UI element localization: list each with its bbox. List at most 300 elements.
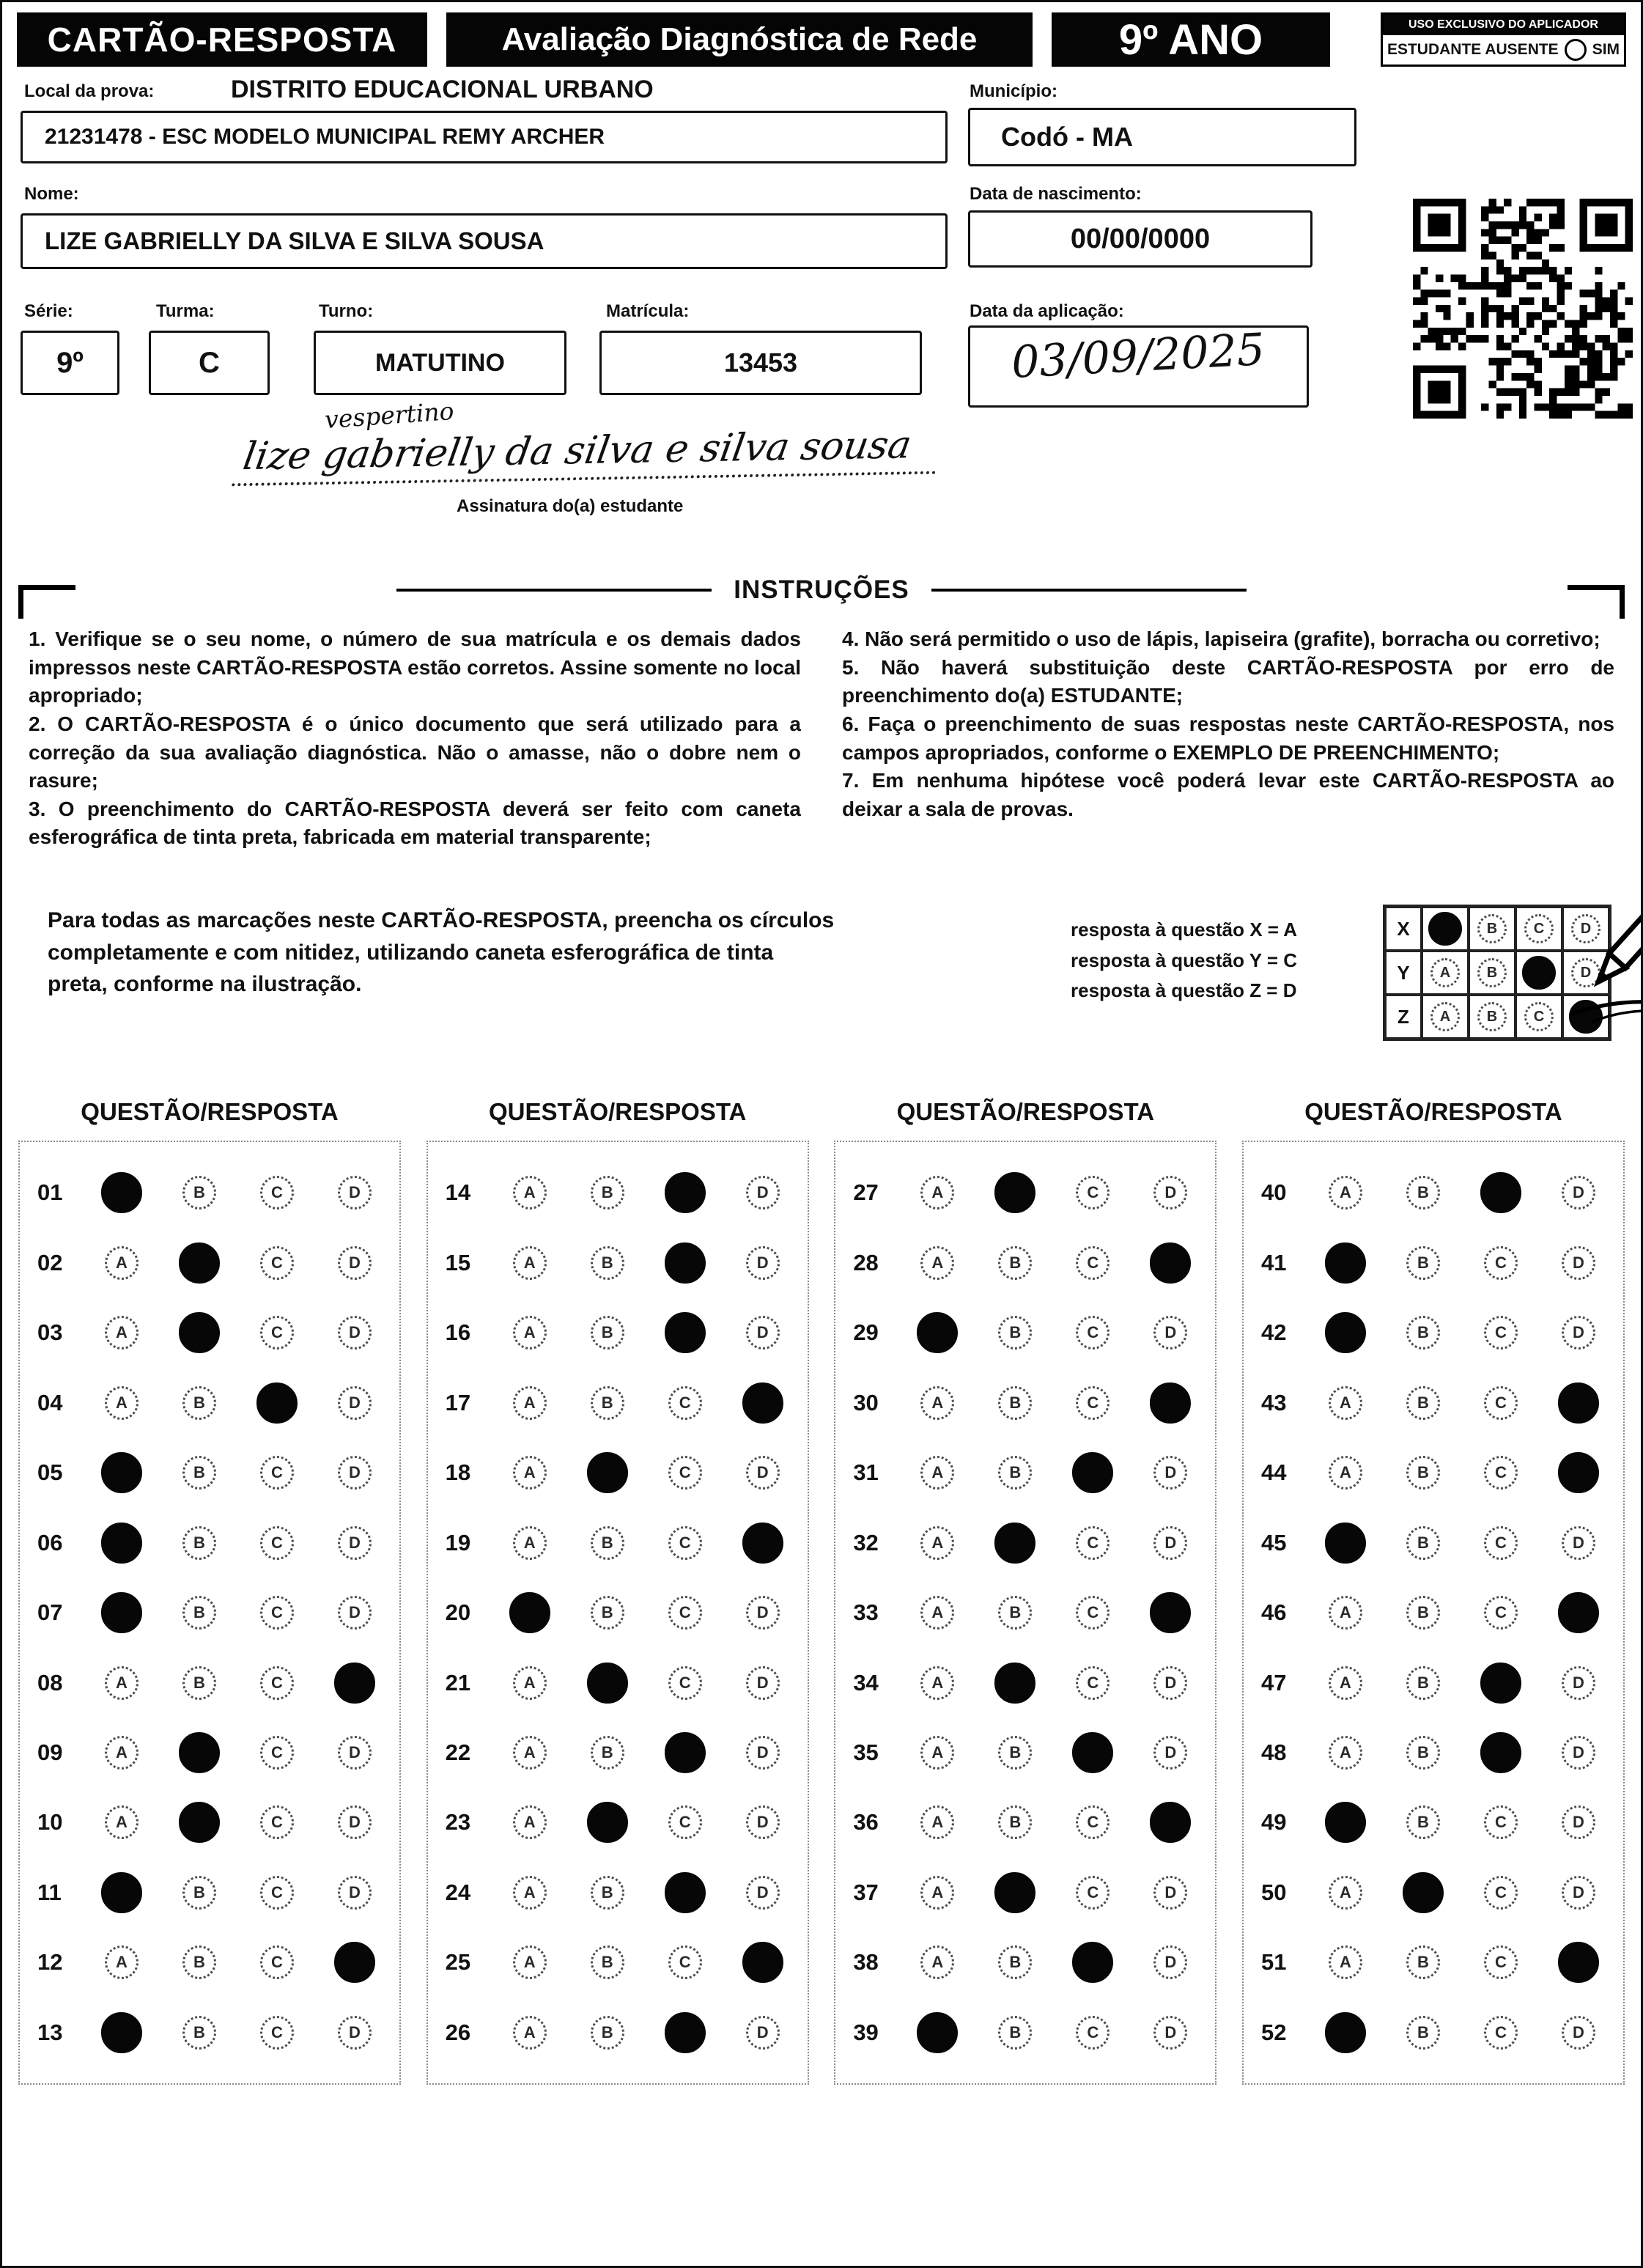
bubble-21-C[interactable]: C [668,1666,702,1700]
bubble-10-D[interactable]: D [338,1805,372,1839]
bubble-52-B[interactable]: B [1406,2016,1440,2050]
bubble-22-A[interactable]: A [513,1736,547,1770]
examiner-box-title: USO EXCLUSIVO DO APLICADOR [1383,15,1624,35]
question-number: 23 [445,1809,471,1836]
bubble-37-A[interactable]: A [920,1876,954,1910]
bubble-17-A[interactable]: A [513,1386,547,1420]
bubble-52-A-filled[interactable] [1325,2012,1366,2053]
bubble-02-A[interactable]: A [105,1246,139,1280]
bubble-06-D[interactable]: D [338,1526,372,1560]
question-row-13 [26,2001,394,2064]
bubble-12-A[interactable]: A [105,1945,139,1979]
question-number: 46 [1260,1599,1287,1626]
bubble-44-A[interactable]: A [1329,1456,1362,1490]
bubble-32-C[interactable]: C [1076,1526,1110,1560]
question-row-49 [1249,1791,1617,1854]
bubble-35-C-filled[interactable] [1072,1732,1113,1773]
bubble-36-B[interactable]: B [998,1805,1032,1839]
question-row-15 [434,1231,802,1294]
local-label: Local da prova: [24,81,155,101]
bubble-48-A[interactable]: A [1329,1736,1362,1770]
question-number: 35 [853,1739,879,1765]
instruction-item: 6. Faça o preenchimento de suas respostas neste CARTÃO-RESPOSTA, nos campos apropriados, conforme o EXEMPLO DE PREENCHIMENTO; [842,712,1614,764]
bubble-50-B-filled[interactable] [1403,1872,1444,1913]
bubble-14-B[interactable]: B [591,1176,624,1210]
bubble-21-D[interactable]: D [746,1666,780,1700]
example-grid-wrap [1383,905,1611,1041]
example-bubble: B [1477,914,1507,943]
answer-column-1 [18,1098,401,2085]
bubble-36-C[interactable]: C [1076,1805,1110,1839]
answer-grid-box [427,1141,809,2085]
question-number: 19 [445,1529,471,1555]
example-bubble: D [1571,914,1600,943]
bubble-44-C[interactable]: C [1484,1456,1518,1490]
bubble-39-D[interactable]: D [1153,2016,1187,2050]
bubble-48-D[interactable]: D [1562,1736,1595,1770]
bubble-49-B[interactable]: B [1406,1805,1440,1839]
signature-caption: Assinatura do(a) estudante [457,496,684,516]
question-number: 38 [853,1949,879,1976]
bubble-03-B-filled[interactable] [179,1312,220,1353]
bubble-03-D[interactable]: D [338,1316,372,1350]
bubble-35-D[interactable]: D [1153,1736,1187,1770]
bubble-13-C[interactable]: C [260,2016,294,2050]
question-number: 48 [1260,1739,1287,1765]
question-row-32 [841,1511,1209,1574]
answer-column-3 [834,1098,1216,2085]
bubble-46-C[interactable]: C [1484,1596,1518,1630]
bubble-24-D[interactable]: D [746,1876,780,1910]
bubble-47-D[interactable]: D [1562,1666,1595,1700]
bubble-27-D[interactable]: D [1153,1176,1187,1210]
bubble-02-C[interactable]: C [260,1246,294,1280]
bubble-41-C[interactable]: C [1484,1246,1518,1280]
example-bubble: C [1524,914,1554,943]
bubble-34-D[interactable]: D [1153,1666,1187,1700]
bubble-14-C-filled[interactable] [665,1172,706,1213]
question-row-12 [26,1931,394,1994]
bubble-16-C-filled[interactable] [665,1312,706,1353]
bubble-23-D[interactable]: D [746,1805,780,1839]
bubble-33-B[interactable]: B [998,1596,1032,1630]
bubble-05-B[interactable]: B [182,1456,216,1490]
question-row-21 [434,1651,802,1714]
question-number: 36 [853,1809,879,1836]
bubble-51-A[interactable]: A [1329,1945,1362,1979]
bubble-20-A-filled[interactable] [509,1592,550,1633]
bubble-08-B[interactable]: B [182,1666,216,1700]
question-row-01 [26,1161,394,1224]
bubble-01-C[interactable]: C [260,1176,294,1210]
bubble-17-D-filled[interactable] [742,1382,783,1424]
bubble-39-B[interactable]: B [998,2016,1032,2050]
question-row-46 [1249,1581,1617,1644]
bubble-29-D[interactable]: D [1153,1316,1187,1350]
bubble-28-C[interactable]: C [1076,1246,1110,1280]
example-bubble: D [1571,958,1600,987]
bubble-29-B[interactable]: B [998,1316,1032,1350]
question-row-41 [1249,1231,1617,1294]
bubble-46-B[interactable]: B [1406,1596,1440,1630]
example-cell [1422,907,1469,951]
bubble-40-D[interactable]: D [1562,1176,1595,1210]
question-row-03 [26,1301,394,1364]
question-number: 42 [1260,1319,1287,1346]
question-row-17 [434,1371,802,1434]
bubble-15-B[interactable]: B [591,1246,624,1280]
bubble-20-C[interactable]: C [668,1596,702,1630]
bubble-12-B[interactable]: B [182,1945,216,1979]
bubble-25-A[interactable]: A [513,1945,547,1979]
bubble-08-A[interactable]: A [105,1666,139,1700]
bubble-23-B-filled[interactable] [587,1802,628,1843]
example-filled-bubble [1428,912,1462,946]
municipio-field: Codó - MA [968,108,1356,166]
bubble-38-C-filled[interactable] [1072,1942,1113,1983]
bubble-15-C-filled[interactable] [665,1242,706,1284]
bubble-49-C[interactable]: C [1484,1805,1518,1839]
bubble-26-A[interactable]: A [513,2016,547,2050]
bubble-09-C[interactable]: C [260,1736,294,1770]
matricula-label: Matrícula: [606,301,690,321]
bubble-09-D[interactable]: D [338,1736,372,1770]
bubble-41-A-filled[interactable] [1325,1242,1366,1284]
bubble-14-A[interactable]: A [513,1176,547,1210]
bubble-18-B-filled[interactable] [587,1452,628,1493]
question-row-18 [434,1441,802,1504]
bubble-47-C-filled[interactable] [1480,1663,1521,1704]
bubble-04-D[interactable]: D [338,1386,372,1420]
bubble-01-B[interactable]: B [182,1176,216,1210]
bubble-12-C[interactable]: C [260,1945,294,1979]
example-cell [1469,951,1515,995]
bubble-22-D[interactable]: D [746,1736,780,1770]
bubble-25-B[interactable]: B [591,1945,624,1979]
bubble-13-B[interactable]: B [182,2016,216,2050]
question-row-26 [434,2001,802,2064]
aplicacao-label: Data da aplicação: [970,301,1124,321]
bubble-23-C[interactable]: C [668,1805,702,1839]
question-row-25 [434,1931,802,1994]
bubble-11-C[interactable]: C [260,1876,294,1910]
bubble-38-B[interactable]: B [998,1945,1032,1979]
bubble-45-D[interactable]: D [1562,1526,1595,1560]
bubble-10-A[interactable]: A [105,1805,139,1839]
question-row-11 [26,1861,394,1924]
bubble-15-A[interactable]: A [513,1246,547,1280]
bubble-05-A-filled[interactable] [101,1452,142,1493]
answer-column-header: QUESTÃO/RESPOSTA [488,1098,747,1125]
question-number: 09 [37,1739,63,1765]
bubble-45-A-filled[interactable] [1325,1523,1366,1564]
serie-label: Série: [24,301,73,321]
fill-example-section [2,905,1641,1041]
bubble-46-D-filled[interactable] [1558,1592,1599,1633]
bubble-03-A[interactable]: A [105,1316,139,1350]
question-number: 49 [1260,1809,1287,1836]
question-number: 32 [853,1529,879,1555]
question-number: 15 [445,1249,471,1275]
bubble-36-D-filled[interactable] [1150,1802,1191,1843]
bubble-44-B[interactable]: B [1406,1456,1440,1490]
bubble-34-C[interactable]: C [1076,1666,1110,1700]
instruction-item: 1. Verifique se o seu nome, o número de sua matrícula e os demais dados impressos neste CARTÃO-RESPOSTA estão corretos. Assine somente no local apropriado; [29,627,801,707]
bubble-18-A[interactable]: A [513,1456,547,1490]
question-row-40 [1249,1161,1617,1224]
bubble-19-A[interactable]: A [513,1526,547,1560]
handwritten-application-date: 03/09/2025 [1010,323,1266,389]
bubble-26-D[interactable]: D [746,2016,780,2050]
bubble-49-D[interactable]: D [1562,1805,1595,1839]
bubble-29-C[interactable]: C [1076,1316,1110,1350]
bubble-32-B-filled[interactable] [994,1523,1035,1564]
bubble-35-B[interactable]: B [998,1736,1032,1770]
bubble-19-B[interactable]: B [591,1526,624,1560]
example-bubble: B [1477,958,1507,987]
bubble-06-C[interactable]: C [260,1526,294,1560]
question-row-27 [841,1161,1209,1224]
bubble-36-A[interactable]: A [920,1805,954,1839]
question-row-47 [1249,1651,1617,1714]
example-legend [1071,905,1364,1006]
question-number: 28 [853,1249,879,1275]
bubble-50-A[interactable]: A [1329,1876,1362,1910]
question-row-04 [26,1371,394,1434]
bubble-31-A[interactable]: A [920,1456,954,1490]
bubble-07-D[interactable]: D [338,1596,372,1630]
bubble-22-B[interactable]: B [591,1736,624,1770]
bubble-47-A[interactable]: A [1329,1666,1362,1700]
municipio-label: Município: [970,81,1057,101]
bubble-07-C[interactable]: C [260,1596,294,1630]
answer-grid-box [18,1141,401,2085]
bubble-20-B[interactable]: B [591,1596,624,1630]
bubble-22-C-filled[interactable] [665,1732,706,1773]
bubble-21-B-filled[interactable] [587,1663,628,1704]
absent-checkbox[interactable] [1565,39,1587,61]
bubble-09-A[interactable]: A [105,1736,139,1770]
bubble-27-C[interactable]: C [1076,1176,1110,1210]
bubble-42-D[interactable]: D [1562,1316,1595,1350]
bubble-28-A[interactable]: A [920,1246,954,1280]
bubble-04-A[interactable]: A [105,1386,139,1420]
bubble-38-A[interactable]: A [920,1945,954,1979]
bubble-30-C[interactable]: C [1076,1386,1110,1420]
question-row-48 [1249,1721,1617,1784]
bubble-41-D[interactable]: D [1562,1246,1595,1280]
bubble-43-A[interactable]: A [1329,1386,1362,1420]
bubble-16-B[interactable]: B [591,1316,624,1350]
bubble-08-C[interactable]: C [260,1666,294,1700]
bubble-11-B[interactable]: B [182,1876,216,1910]
bubble-17-B[interactable]: B [591,1386,624,1420]
bubble-30-D-filled[interactable] [1150,1382,1191,1424]
bubble-33-D-filled[interactable] [1150,1592,1191,1633]
question-row-28 [841,1231,1209,1294]
student-info [2,73,1641,527]
bubble-26-C-filled[interactable] [665,2012,706,2053]
question-number: 39 [853,2019,879,2045]
bubble-19-D-filled[interactable] [742,1523,783,1564]
bubble-07-B[interactable]: B [182,1596,216,1630]
bubble-34-A[interactable]: A [920,1666,954,1700]
bubble-16-D[interactable]: D [746,1316,780,1350]
question-row-42 [1249,1301,1617,1364]
bubble-31-B[interactable]: B [998,1456,1032,1490]
bubble-06-B[interactable]: B [182,1526,216,1560]
bubble-47-B[interactable]: B [1406,1666,1440,1700]
bubble-18-D[interactable]: D [746,1456,780,1490]
bubble-16-A[interactable]: A [513,1316,547,1350]
question-row-02 [26,1231,394,1294]
bubble-08-D-filled[interactable] [334,1663,375,1704]
question-number: 14 [445,1179,471,1206]
instruction-item: 2. O CARTÃO-RESPOSTA é o único documento que será utilizado para a correção da sua avaliação diagnóstica. Não o amasse, não o dobre nem o rasure; [29,712,801,792]
bubble-10-B-filled[interactable] [179,1802,220,1843]
question-row-16 [434,1301,802,1364]
example-cell [1422,951,1469,995]
bubble-09-B-filled[interactable] [179,1732,220,1773]
bubble-42-B[interactable]: B [1406,1316,1440,1350]
bubble-51-D-filled[interactable] [1558,1942,1599,1983]
bubble-15-D[interactable]: D [746,1246,780,1280]
instruction-item: 4. Não será permitido o uso de lápis, lapiseira (grafite), borracha ou corretivo; [842,627,1600,650]
example-cell [1469,995,1515,1039]
bubble-43-D-filled[interactable] [1558,1382,1599,1424]
bubble-51-C[interactable]: C [1484,1945,1518,1979]
bubble-49-A-filled[interactable] [1325,1802,1366,1843]
bubble-02-D[interactable]: D [338,1246,372,1280]
bubble-43-B[interactable]: B [1406,1386,1440,1420]
bubble-24-C-filled[interactable] [665,1872,706,1913]
bubble-21-A[interactable]: A [513,1666,547,1700]
bubble-40-C-filled[interactable] [1480,1172,1521,1213]
legend-line: resposta à questão X = A [1071,918,1297,940]
bubble-33-A[interactable]: A [920,1596,954,1630]
bubble-29-A-filled[interactable] [917,1312,958,1353]
bubble-11-A-filled[interactable] [101,1872,142,1913]
bubble-12-D-filled[interactable] [334,1942,375,1983]
bubble-05-D[interactable]: D [338,1456,372,1490]
bubble-50-C[interactable]: C [1484,1876,1518,1910]
bubble-27-B-filled[interactable] [994,1172,1035,1213]
legend-line: resposta à questão Z = D [1071,979,1297,1002]
bubble-31-D[interactable]: D [1153,1456,1187,1490]
bubble-13-A-filled[interactable] [101,2012,142,2053]
bubble-43-C[interactable]: C [1484,1386,1518,1420]
bubble-35-A[interactable]: A [920,1736,954,1770]
bubble-52-C[interactable]: C [1484,2016,1518,2050]
bubble-03-C[interactable]: C [260,1316,294,1350]
bubble-28-D-filled[interactable] [1150,1242,1191,1284]
bubble-30-A[interactable]: A [920,1386,954,1420]
bubble-37-D[interactable]: D [1153,1876,1187,1910]
bubble-39-A-filled[interactable] [917,2012,958,2053]
bubble-37-B-filled[interactable] [994,1872,1035,1913]
bubble-04-C-filled[interactable] [256,1382,298,1424]
bubble-39-C[interactable]: C [1076,2016,1110,2050]
bubble-42-C[interactable]: C [1484,1316,1518,1350]
turno-field: MATUTINO [314,331,566,395]
question-row-37 [841,1861,1209,1924]
bubble-32-D[interactable]: D [1153,1526,1187,1560]
bubble-38-D[interactable]: D [1153,1945,1187,1979]
bubble-48-B[interactable]: B [1406,1736,1440,1770]
bubble-24-B[interactable]: B [591,1876,624,1910]
bubble-50-D[interactable]: D [1562,1876,1595,1910]
nome-label: Nome: [24,184,79,204]
question-row-35 [841,1721,1209,1784]
answer-column-header: QUESTÃO/RESPOSTA [896,1098,1155,1125]
bubble-17-C[interactable]: C [668,1386,702,1420]
question-number: 13 [37,2019,63,2045]
question-number: 24 [445,1879,471,1905]
sheet-title: CARTÃO-RESPOSTA [17,12,427,67]
bubble-01-A-filled[interactable] [101,1172,142,1213]
bubble-27-A[interactable]: A [920,1176,954,1210]
bubble-02-B-filled[interactable] [179,1242,220,1284]
question-number: 50 [1260,1879,1287,1905]
bubble-06-A-filled[interactable] [101,1523,142,1564]
school-field: 21231478 - ESC MODELO MUNICIPAL REMY ARCHER [21,111,948,163]
question-row-34 [841,1651,1209,1714]
bubble-01-D[interactable]: D [338,1176,372,1210]
bubble-37-C[interactable]: C [1076,1876,1110,1910]
answer-column-header: QUESTÃO/RESPOSTA [1304,1098,1562,1125]
question-row-39 [841,2001,1209,2064]
bubble-19-C[interactable]: C [668,1526,702,1560]
bubble-44-D-filled[interactable] [1558,1452,1599,1493]
bubble-18-C[interactable]: C [668,1456,702,1490]
bubble-28-B[interactable]: B [998,1246,1032,1280]
bubble-45-C[interactable]: C [1484,1526,1518,1560]
bubble-26-B[interactable]: B [591,2016,624,2050]
bubble-25-D-filled[interactable] [742,1942,783,1983]
bubble-32-A[interactable]: A [920,1526,954,1560]
bubble-40-B[interactable]: B [1406,1176,1440,1210]
bubble-34-B-filled[interactable] [994,1663,1035,1704]
bubble-52-D[interactable]: D [1562,2016,1595,2050]
bubble-11-D[interactable]: D [338,1876,372,1910]
serie-field: 9º [21,331,119,395]
question-row-05 [26,1441,394,1504]
bubble-05-C[interactable]: C [260,1456,294,1490]
bubble-51-B[interactable]: B [1406,1945,1440,1979]
bubble-24-A[interactable]: A [513,1876,547,1910]
bubble-10-C[interactable]: C [260,1805,294,1839]
bubble-20-D[interactable]: D [746,1596,780,1630]
bubble-42-A-filled[interactable] [1325,1312,1366,1353]
bubble-48-C-filled[interactable] [1480,1732,1521,1773]
bubble-30-B[interactable]: B [998,1386,1032,1420]
bubble-41-B[interactable]: B [1406,1246,1440,1280]
handwritten-turno-note: vespertino [323,396,455,435]
bubble-31-C-filled[interactable] [1072,1452,1113,1493]
bubble-07-A-filled[interactable] [101,1592,142,1633]
bubble-25-C[interactable]: C [668,1945,702,1979]
bubble-45-B[interactable]: B [1406,1526,1440,1560]
question-number: 01 [37,1179,63,1206]
bubble-40-A[interactable]: A [1329,1176,1362,1210]
bubble-33-C[interactable]: C [1076,1596,1110,1630]
bubble-23-A[interactable]: A [513,1805,547,1839]
bubble-13-D[interactable]: D [338,2016,372,2050]
bubble-14-D[interactable]: D [746,1176,780,1210]
bubble-04-B[interactable]: B [182,1386,216,1420]
bubble-46-A[interactable]: A [1329,1596,1362,1630]
question-number: 45 [1260,1529,1287,1555]
